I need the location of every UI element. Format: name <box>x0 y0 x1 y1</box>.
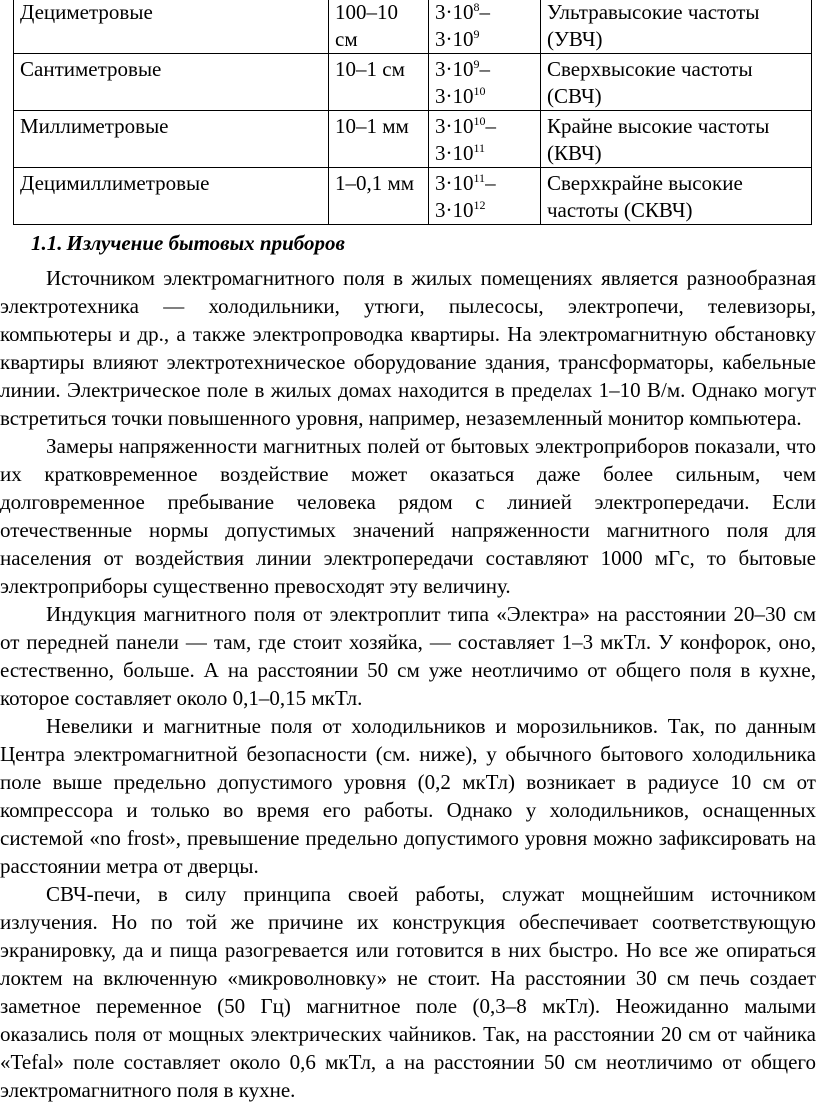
wavelength-cell: 1–0,1 мм <box>329 168 429 225</box>
designation-cell: Сверхкрайне высокие частоты (СКВЧ) <box>541 168 812 225</box>
table-row <box>14 54 812 111</box>
band-name-cell: Сантиметровые <box>14 54 329 111</box>
band-name-cell: Децимиллиметровые <box>14 168 329 225</box>
table-row <box>14 168 812 225</box>
table-row <box>14 0 812 54</box>
paragraph: Замеры напряженности магнитных полей от бытовых электроприборов показали, что их кратковременное воздействие может оказаться даже более сильным, чем долговременное пребывание человека рядом с линией электропередачи. Если отечественные нормы допустимых значений напряженности магнитного поля для населения от воздействия линии электропередачи составляют 1000 мГс, то бытовые электроприборы существенно превосходят эту величину. <box>0 434 816 598</box>
section-number: 1.1. <box>31 231 63 255</box>
section-title: Излучение бытовых приборов <box>66 231 345 255</box>
paragraph: СВЧ-печи, в силу принципа своей работы, служат мощнейшим источником излучения. Но по той же причине их конструкция обеспечивает соответствующую экранировку, да и пища разогревается или готовится в них быстро. Но все же опираться локтем на включенную «микроволновку» не стоит. На расстоянии 30 см печь создает заметное переменное (50 Гц) магнитное поле (0,3–8 мкТл). Неожиданно малыми оказались поля от мощных электрических чайников. Так, на расстоянии 20 см от чайника «Tefal» поле составляет около 0,6 мкТл, а на расстоянии 50 см неотличимо от общего электромагнитного поля в кухне. <box>0 882 816 1102</box>
paragraph: Невелики и магнитные поля от холодильников и морозильников. Так, по данным Центра электромагнитной безопасности (см. ниже), у обычного бытового холодильника поле выше предельно допустимого уровня (0,2 мкТл) возникает в радиусе 10 см от компрессора и только во время его работы. Однако у холодильников, оснащенных системой «no frost», превышение предельно допустимого уровня можно зафиксировать на расстоянии метра от дверцы. <box>0 714 816 878</box>
table-row <box>14 111 812 168</box>
paragraph: Источником электромагнитного поля в жилых помещениях является разнообразная электротехника — холодильники, утюги, пылесосы, электропечи, телевизоры, компьютеры и др., а также электропроводка квартиры. На электромагнитную обстановку квартиры влияют электротехническое оборудование здания, трансформаторы, кабельные линии. Электрическое поле в жилых домах находится в пределах 1–10 В/м. Однако могут встретиться точки повышенного уровня, например, незаземленный монитор компьютера. <box>0 266 816 430</box>
article-body <box>0 264 816 1104</box>
frequency-cell: $3\cdot 10^8-$ $3\cdot 10^9$ <box>429 0 541 54</box>
wavelength-cell: 10–1 см <box>329 54 429 111</box>
designation-cell: Ультравысокие частоты (УВЧ) <box>541 0 812 54</box>
band-name-cell: Дециметровые <box>14 0 329 54</box>
section-heading <box>31 230 345 256</box>
designation-cell: Крайне высокие частоты (КВЧ) <box>541 111 812 168</box>
wavelength-cell: 10–1 мм <box>329 111 429 168</box>
designation-cell: Сверхвысокие частоты (СВЧ) <box>541 54 812 111</box>
paragraph: Индукция магнитного поля от электроплит типа «Электра» на расстоянии 20–30 см от передней панели — там, где стоит хозяйка, — составляет 1–3 мкТл. У конфорок, оно, естественно, больше. А на расстоянии 50 см уже неотличимо от общего поля в кухне, которое составляет около 0,1–0,15 мкТл. <box>0 602 816 710</box>
wavelength-cell: 100–10 см <box>329 0 429 54</box>
band-name-cell: Миллиметровые <box>14 111 329 168</box>
frequency-cell: $3\cdot 10^{10}-$ $3\cdot 10^{11}$ <box>429 111 541 168</box>
frequency-cell: $3\cdot 10^9-$ $3\cdot 10^{10}$ <box>429 54 541 111</box>
frequency-cell: $3\cdot 10^{11}-$ $3\cdot 10^{12}$ <box>429 168 541 225</box>
frequency-bands-table <box>13 0 812 225</box>
